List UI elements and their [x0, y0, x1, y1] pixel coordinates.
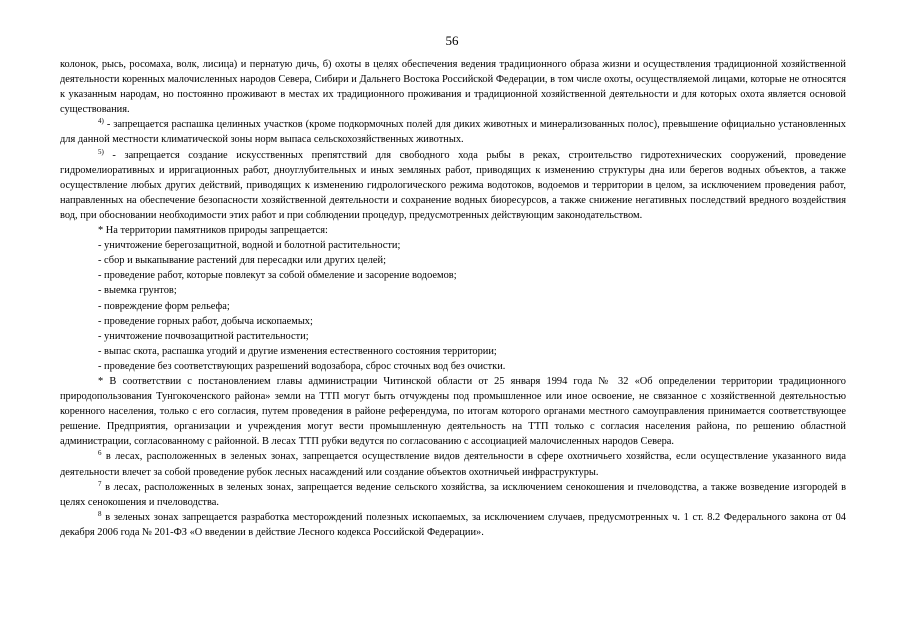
footnote-8-text: в зеленых зонах запрещается разработка месторождений полезных ископаемых, за исключением случаев, предусмотренных ч. 1 ст. 8.2 Федерального закона от 04 декабря 2006 года № 201-ФЗ «О введении в действие Лесного кодекса Российской Федерации». — [60, 511, 846, 538]
footnote-7-text: в лесах, расположенных в зеленых зонах, запрещается ведение сельского хозяйства, за исключением сенокошения и пчеловодства, а также возведение изгородей в целях сенокошения и пчеловодства. — [60, 481, 846, 508]
paragraph-ttp-resolution: * В соответствии с постановлением главы администрации Читинской области от 25 января 1994 года № 32 «Об определении территории традиционного природопользования Тунгокоченского района» земли на ТТП могут быть отчуждены под промышленное или иное освоение, не связанное с хозяйственной деятельностью коренного населения, только с его согласия, путем проведения в районе референдума, по итогам которого органами местного самоуправления принимается соответствующее решение. Предприятия, организации и учреждения могут вести промышленную деятельность на ТТП только с согласия населения района, по решению областной администрации, согласованному с районной. В лесах ТТП рубки ведутся по согласованию с ассоциацией малочисленных народов Севера. — [60, 375, 846, 448]
list-item: - выпас скота, распашка угодий и другие изменения естественного состояния территории; — [98, 345, 497, 357]
list-item: - выемка грунтов; — [98, 285, 177, 297]
footnote-marker-6: 6 — [98, 449, 102, 458]
list-item: - сбор и выкапывание растений для пересадки или других целей; — [98, 255, 386, 267]
footnote-marker-4: 4) — [98, 117, 104, 126]
list-item: - проведение работ, которые повлекут за собой обмеление и засорение водоемов; — [98, 270, 457, 282]
paragraph-footnote-7 — [60, 480, 846, 510]
paragraph-footnote-6 — [60, 449, 846, 479]
list-item: - повреждение форм рельефа; — [98, 300, 230, 312]
footnote-marker-7: 7 — [98, 479, 102, 488]
paragraph-hunting: колонок, рысь, росомаха, волк, лисица) и пернатую дичь, б) охоты в целях обеспечения ведения традиционного образа жизни и осуществления традиционной хозяйственной деятельности коренных малочисленных народов Севера, Сибири и Дальнего Востока Российской Федерации, в том числе охоты, осуществляемой лицами, которые не относятся к указанным народам, но постоянно проживают в местах их традиционного проживания и традиционной хозяйственной деятельности и для которых охота является основой существования. — [60, 59, 846, 116]
document-body — [60, 57, 846, 540]
footnote-5-text: - запрещается создание искусственных препятствий для свободного хода рыбы в реках, строительство гидротехнических сооружений, проведение гидромелиоративных и ирригационных работ, дноуглубительных и иных земляных работ, приводящих к изменению структуры дна или берегов водных объектов, а также осуществление любых других действий, приводящих к изменению гидрологического режима водотоков, водоемов и территории в целом, за исключением проведения работ, направленных на обеспечение безопасности хозяйственной деятельности и сохранение водных биоресурсов, а также снижение негативных последствий вредного воздействия вод, при обосновании необходимости этих работ и при соблюдении процедур, предусмотренных действующим законодательством. — [60, 149, 846, 221]
paragraph-natural-monuments: * На территории памятников природы запрещается: — [98, 225, 328, 237]
paragraph-footnote-4 — [60, 117, 846, 147]
page-number: 56 — [445, 33, 459, 48]
paragraph-footnote-8 — [60, 510, 846, 540]
list-item: - уничтожение берегозащитной, водной и болотной растительности; — [98, 240, 401, 252]
footnote-4-text: - запрещается распашка целинных участков (кроме подкормочных полей для диких животных и минерализованных полос), превышение официально установленных для данной местности климатической зоны норм выпаса сельскохозяйственных животных. — [60, 119, 846, 146]
paragraph-footnote-5 — [60, 148, 846, 223]
prohibitions-list — [60, 238, 846, 374]
list-item: - проведение горных работ, добыча ископаемых; — [98, 315, 313, 327]
list-item: - уничтожение почвозащитной растительности; — [98, 330, 309, 342]
footnote-marker-5: 5) — [98, 147, 104, 156]
list-item: - проведение без соответствующих разрешений водозабора, сброс сточных вод без очистки. — [98, 360, 506, 372]
footnote-marker-8: 8 — [98, 509, 102, 518]
footnote-6-text: в лесах, расположенных в зеленых зонах, запрещается осуществление видов деятельности в сфере охотничьего хозяйства, если осуществление указанного вида деятельности влечет за собой проведение рубок лесных насаждений или создание объектов охотничьей инфраструктуры. — [60, 451, 846, 478]
